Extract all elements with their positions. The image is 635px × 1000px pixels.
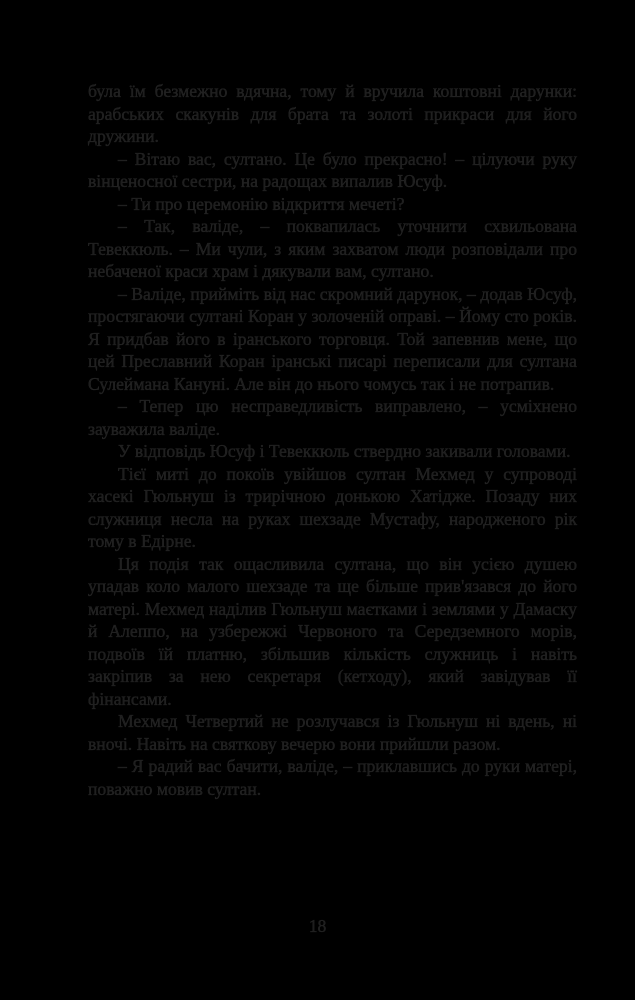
paragraph: була їм безмежно вдячна, тому й вручила коштовні дарунки: арабських скакунів для брата та золоті прикраси для його дружини. — [88, 81, 577, 146]
paragraph: У відповідь Юсуф і Тевеккюль ствердно закивали головами. — [118, 441, 571, 461]
paragraph: – Вітаю вас, султано. Це було прекрасно! – цілуючи руку вінценосної сестри, на радощах випалив Юсуф. — [88, 148, 577, 191]
paragraph: – Так, валіде, – поквапилась уточнити схвильована Тевеккюль. – Ми чули, з яким захватом люди розповідали про небаченої краси храм і дякували вам, султано. — [88, 216, 577, 281]
paragraph: – Тепер цю несправедливість виправлено, – усміхнено зауважила валіде. — [88, 396, 577, 439]
page-body-text — [88, 80, 577, 800]
paragraph: – Валіде, прийміть від нас скромний дарунок, – додав Юсуф, простягаючи султані Коран у золоченій оправі. – Йому сто років. Я придбав його в іранського торговця. Той запевнив мене, що цей Преславний Коран іранські писарі переписали для султана Сулеймана Кануні. Але він до нього чомусь так і не потрапив. — [88, 283, 577, 394]
paragraph: – Я радий вас бачити, валіде, – приклавшись до руки матері, поважно мовив султан. — [88, 756, 577, 799]
page-number: 18 — [308, 916, 327, 936]
paragraph: Мехмед Четвертий не розлучався із Гюльнуш ні вдень, ні вночі. Навіть на святкову вечерю вони прийшли разом. — [88, 711, 577, 754]
paragraph: Тієї миті до покоїв увійшов султан Мехмед у супроводі хасекі Гюльнуш із трирічною донькою Хатідже. Позаду них служниця несла на руках шехзаде Мустафу, народженого рік тому в Едірне. — [88, 463, 577, 551]
paragraph: Ця подія так ощасливила султана, що він усією душею упадав коло малого шехзаде та ще більше прив'язався до його матері. Мехмед наділив Гюльнуш маєтками і землями у Дамаску й Алеппо, на узбережжі Червоного та Середземного морів, подвоїв їй платню, збільшив кількість служниць і навіть закріпив за нею секретаря (кетходу), який завідував її фінансами. — [88, 553, 577, 709]
paragraph: – Ти про церемонію відкриття мечеті? — [118, 193, 405, 214]
